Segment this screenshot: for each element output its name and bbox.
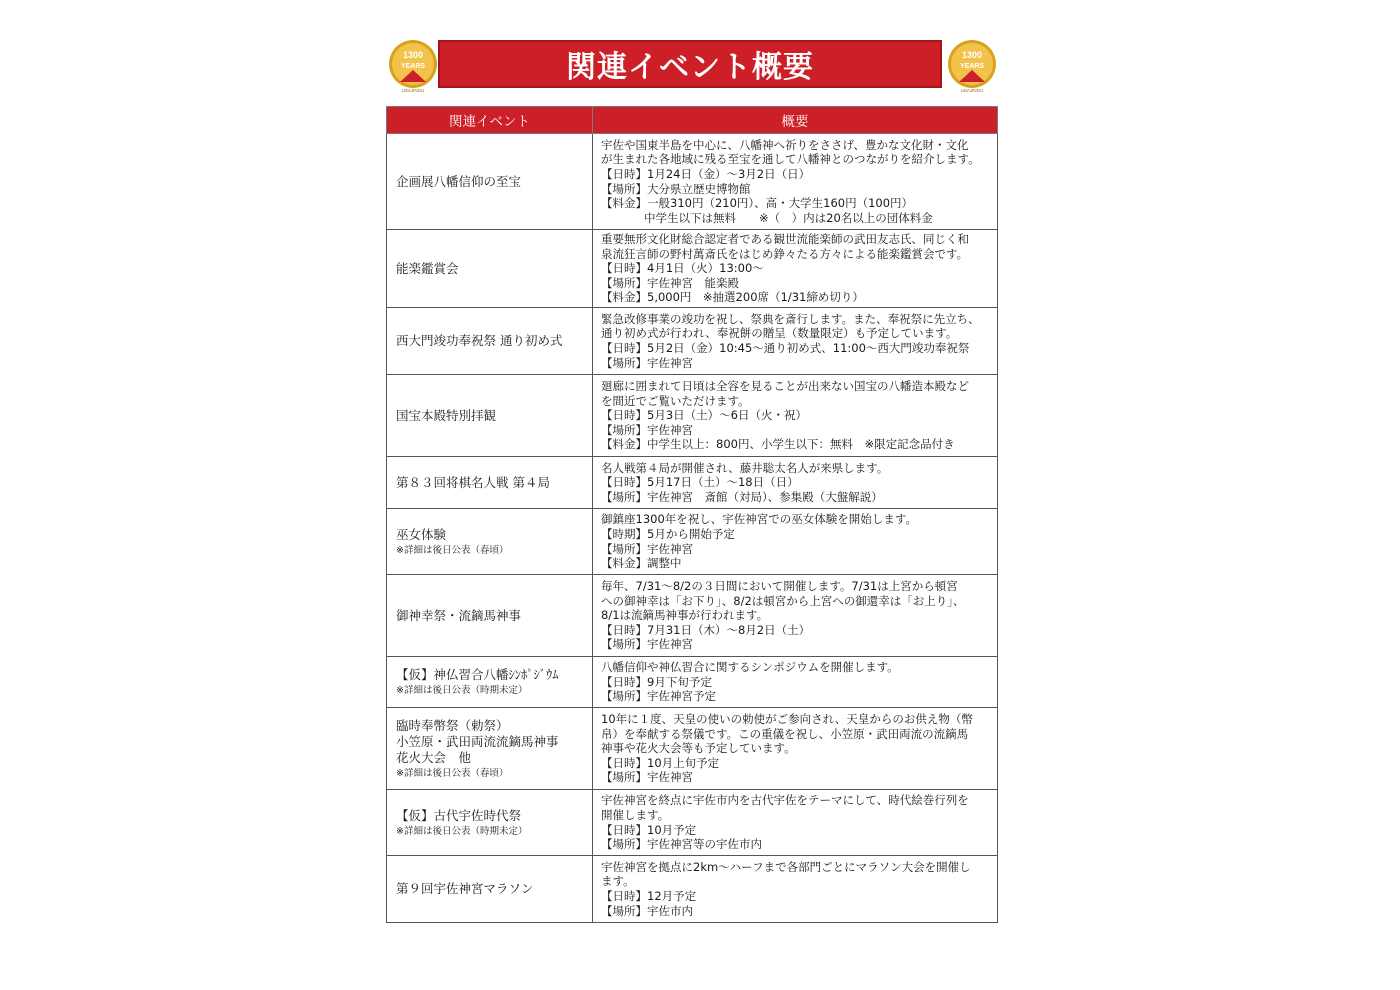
logo-number: 1300	[402, 50, 424, 60]
summary-line: 8/1は流鏑馬神事が行われます。	[601, 608, 769, 623]
summary-line: 御鎮座1300年を祝し、宇佐神宮での巫女体験を開始します。	[601, 512, 917, 527]
summary-line: 【場所】宇佐神宮	[601, 541, 693, 556]
summary-line: 【場所】宇佐神宮	[601, 355, 693, 370]
event-name-cell	[387, 575, 593, 657]
summary-line: 【料金】中学生以上：800円、小学生以下：無料 ※限定記念品付き	[601, 437, 955, 452]
summary-line: 【日時】9月下旬予定	[601, 674, 712, 689]
event-name: 第９回宇佐神宮マラソン	[396, 881, 534, 896]
event-name-cell	[387, 375, 593, 457]
event-name-cell	[387, 230, 593, 308]
event-note: ※詳細は後日公表（時期未定）	[396, 825, 528, 837]
summary-line: 【日時】12月予定	[601, 889, 697, 903]
summary-line: 中学生以下は無料 ※（ ）内は20名以上の団体料金	[644, 210, 933, 225]
summary-line: 【場所】宇佐神宮	[601, 422, 693, 437]
event-name-cell	[387, 856, 593, 923]
event-summary-cell	[593, 308, 998, 375]
summary-line: が生まれた各地域に残る至宝を通して八幡神とのつながりを紹介します。	[601, 152, 980, 167]
event-name-cell	[387, 308, 593, 375]
table-row	[387, 308, 998, 375]
summary-line: を間近でご覧いただけます。	[601, 393, 750, 408]
summary-line: 八幡信仰や神仏習合に関するシンポジウムを開催します。	[601, 660, 899, 675]
summary-line: 帛）を奉献する祭儀です。この重儀を祝し、小笠原・武田両流の流鏑馬	[601, 726, 969, 741]
summary-line: 【日時】10月予定	[601, 822, 697, 837]
logo-caption: USAJINGU	[401, 88, 425, 93]
event-name: 巫女体験	[396, 526, 447, 542]
event-summary-cell	[593, 375, 998, 457]
summary-line: 宇佐や国東半島を中心に、八幡神へ祈りをささげ、豊かな文化財・文化	[601, 137, 969, 152]
column-header-summary: 概要	[593, 107, 998, 134]
event-name: 【仮】神仏習合八幡ｼﾝﾎﾟｼﾞｳﾑ	[396, 667, 559, 682]
table-row	[387, 657, 998, 708]
event-note: ※詳細は後日公表（春頃）	[396, 544, 509, 556]
summary-line: 【場所】宇佐神宮予定	[601, 689, 716, 704]
event-summary-cell	[593, 657, 998, 708]
event-name: 御神幸祭・流鏑馬神事	[396, 607, 522, 623]
summary-line: 10年に１度、天皇の使いの勅使がご参向され、天皇からのお供え物（幣	[601, 712, 973, 727]
anniversary-logo-left	[386, 38, 440, 94]
summary-line: 【日時】7月31日（木）～8月2日（土）	[601, 622, 811, 637]
event-name: 西大門竣功奉祝祭 通り初め式	[396, 333, 563, 348]
summary-line: 【日時】4月1日（火）13:00～	[601, 261, 764, 276]
summary-line: 【場所】宇佐神宮 斎館（対局）、参集殿（大盤解説）	[601, 489, 883, 504]
table-row	[387, 790, 998, 856]
summary-line: ます。	[601, 874, 635, 889]
table-row	[387, 457, 998, 509]
title-banner	[438, 40, 942, 88]
summary-line: 緊急改修事業の竣功を祝し、祭典を斎行します。また、奉祝祭に先立ち、	[601, 311, 980, 326]
event-name: 花火大会 他	[396, 749, 472, 765]
event-summary-cell	[593, 230, 998, 308]
logo-word: YEARS	[400, 63, 426, 70]
summary-line: 【日時】5月3日（土）～6日（火・祝）	[601, 408, 807, 423]
table-row	[387, 509, 998, 575]
table-row	[387, 375, 998, 457]
table-body	[387, 134, 998, 923]
summary-line: 【場所】宇佐神宮 能楽殿	[601, 275, 739, 290]
summary-line: 【日時】5月2日（金）10:45～通り初め式、11:00～西大門竣功奉祝祭	[601, 341, 970, 355]
summary-line: 通り初め式が行われ、奉祝餅の贈呈（数量限定）も予定しています。	[601, 326, 958, 341]
table-row	[387, 708, 998, 790]
event-note: ※詳細は後日公表（春頃）	[396, 767, 509, 779]
summary-line: 【日時】5月17日（土）～18日（日）	[601, 475, 799, 490]
event-note: ※詳細は後日公表（時期未定）	[396, 685, 528, 696]
table-header-row	[387, 107, 998, 134]
event-name: 【仮】古代宇佐時代祭	[396, 807, 522, 823]
event-name: 小笠原・武田両流流鏑馬神事	[396, 733, 559, 749]
event-name-cell	[387, 457, 593, 509]
table-row	[387, 856, 998, 923]
event-name-cell	[387, 790, 593, 856]
event-name: 臨時奉幣祭（勅祭）	[396, 717, 509, 733]
event-name: 第８３回将棋名人戦 第４局	[396, 474, 550, 490]
event-summary-cell	[593, 134, 998, 230]
summary-line: 泉流狂言師の野村萬斎氏をはじめ錚々たる方々による能楽鑑賞会です。	[601, 246, 969, 261]
table-row	[387, 134, 998, 230]
summary-line: 【場所】宇佐神宮	[601, 637, 693, 652]
event-summary-cell	[593, 790, 998, 856]
table-row	[387, 230, 998, 308]
summary-line: 【料金】調整中	[601, 556, 682, 571]
event-name-cell	[387, 509, 593, 575]
event-summary-cell	[593, 575, 998, 657]
summary-line: 【時期】5月から開始予定	[601, 526, 735, 541]
anniversary-logo-right	[945, 38, 999, 94]
event-name-cell	[387, 657, 593, 708]
summary-line: 宇佐神宮を終点に宇佐市内を古代宇佐をテーマにして、時代絵巻行列を	[601, 793, 969, 808]
event-name: 国宝本殿特別拝観	[396, 407, 497, 423]
summary-line: 【料金】一般310円（210円）、高・大学生160円（100円）	[601, 196, 914, 211]
event-name: 能楽鑑賞会	[396, 260, 459, 276]
summary-line: 【場所】宇佐市内	[601, 903, 693, 918]
summary-line: 【場所】宇佐神宮等の宇佐市内	[601, 837, 762, 852]
summary-line: 宇佐神宮を拠点に2km～ハーフまで各部門ごとにマラソン大会を開催し	[601, 859, 971, 874]
table-row	[387, 575, 998, 657]
page-title: 関連イベント概要	[566, 50, 814, 85]
summary-line: 【日時】10月上旬予定	[601, 755, 720, 770]
logo-number: 1300	[961, 50, 983, 60]
summary-line: 【場所】大分県立歴史博物館	[601, 181, 751, 196]
summary-line: 廻廊に囲まれて日頃は全容を見ることが出来ない国宝の八幡造本殿など	[601, 379, 969, 394]
summary-line: 名人戦第４局が開催され、藤井聡太名人が来県します。	[601, 460, 889, 475]
summary-line: 開催します。	[601, 807, 670, 822]
logo-caption: USAJINGU	[960, 88, 984, 93]
event-name-cell	[387, 708, 593, 790]
summary-line: 毎年、7/31～8/2の３日間において開催します。7/31は上宮から頓宮	[601, 579, 958, 594]
summary-line: 【料金】5,000円 ※抽選200席（1/31締め切り）	[601, 290, 864, 305]
column-header-event: 関連イベント	[387, 107, 593, 134]
summary-line: への御神幸は「お下り」、8/2は頓宮から上宮への御還幸は「お上り」、	[601, 593, 965, 608]
summary-line: 神事や花火大会等も予定しています。	[601, 741, 796, 756]
summary-line: 【場所】宇佐神宮	[601, 770, 693, 785]
logo-word: YEARS	[959, 63, 985, 70]
summary-line: 重要無形文化財総合認定者である観世流能楽師の武田友志氏、同じく和	[601, 232, 969, 247]
event-summary-cell	[593, 856, 998, 923]
event-summary-cell	[593, 708, 998, 790]
event-summary-cell	[593, 509, 998, 575]
summary-line: 【日時】1月24日（金）～3月2日（日）	[601, 166, 811, 181]
events-table	[386, 106, 998, 923]
event-name-cell	[387, 134, 593, 230]
event-summary-cell	[593, 457, 998, 509]
event-name: 企画展八幡信仰の至宝	[396, 173, 522, 189]
